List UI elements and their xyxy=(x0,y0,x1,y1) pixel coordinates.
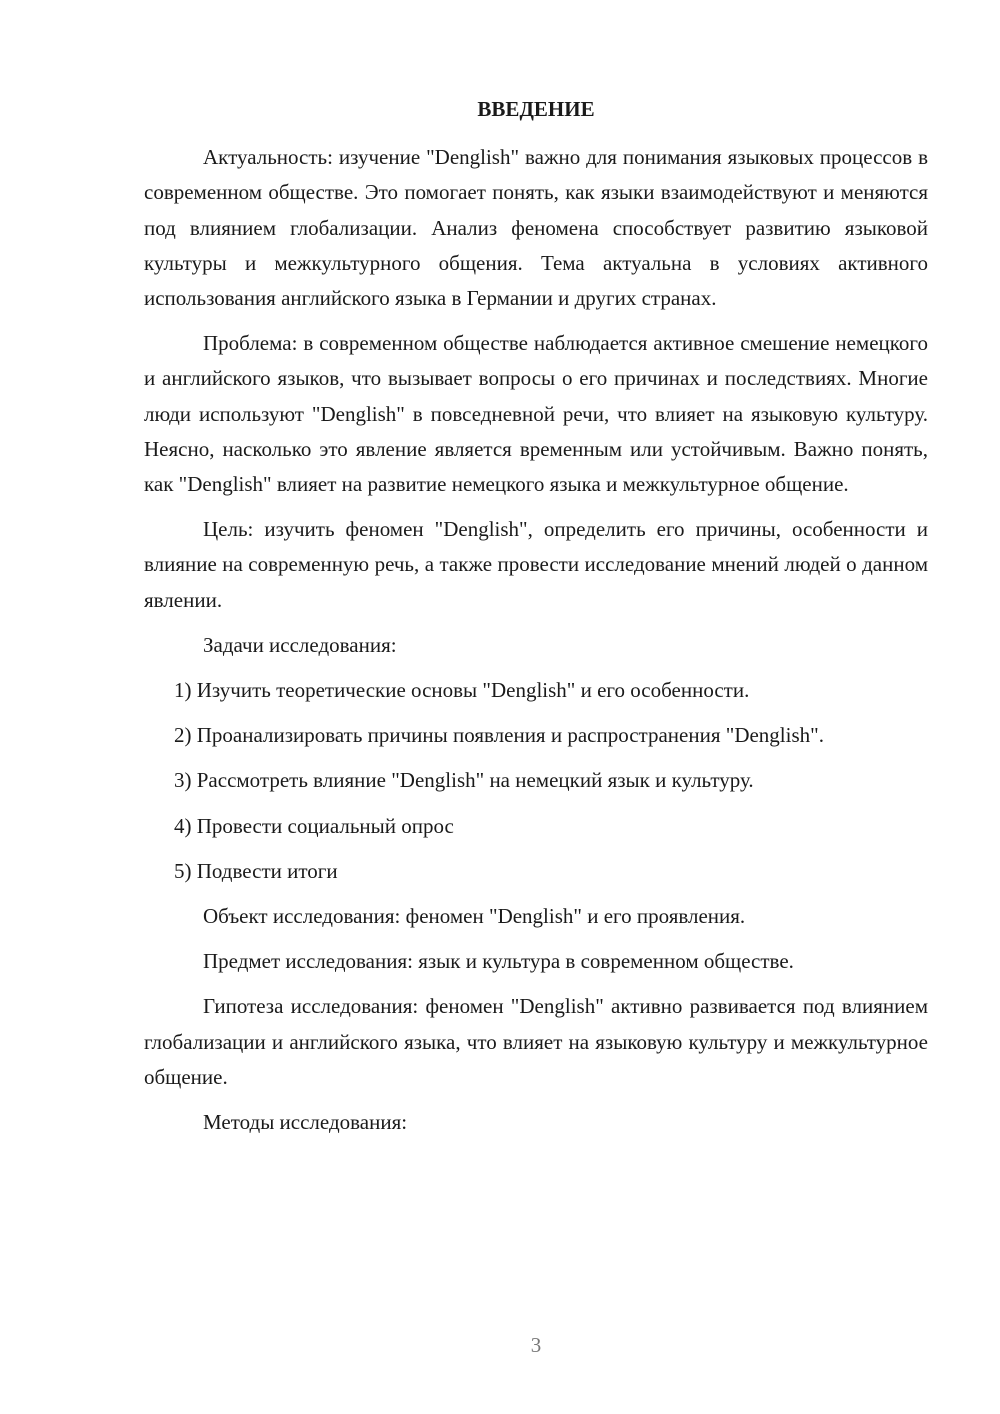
paragraph-methods: Методы исследования: xyxy=(203,1110,408,1135)
document-page xyxy=(144,92,928,1150)
paragraph-hypothesis: Гипотеза исследования: феномен "Denglish" активно развивается под влиянием глобализации и английского языка, что влияет на языковую культуру и межкультурное общение. xyxy=(144,994,928,1089)
paragraph-problem: Проблема: в современном обществе наблюдается активное смешение немецкого и английского языков, что вызывает вопросы о его причинах и последствиях. Многие люди используют "Denglish" в повседневной речи, что влияет на языковую культуру. Неясно, насколько это явление является временным или устойчивым. Важно понять, как "Denglish" влияет на развитие немецкого языка и межкультурное общение. xyxy=(144,331,928,497)
paragraph-tasks-heading: Задачи исследования: xyxy=(203,632,397,657)
paragraph-subject: Предмет исследования: язык и культура в современном обществе. xyxy=(203,949,794,974)
task-item-2: 2) Проанализировать причины появления и распространения "Denglish". xyxy=(174,723,824,748)
paragraph-goal: Цель: изучить феномен "Denglish", определить его причины, особенности и влияние на современную речь, а также провести исследование мнений людей о данном явлении. xyxy=(144,517,928,612)
page-title: ВВЕДЕНИЕ xyxy=(477,97,595,121)
task-item-3: 3) Рассмотреть влияние "Denglish" на немецкий язык и культуру. xyxy=(174,768,754,793)
page-number: 3 xyxy=(530,1333,542,1357)
task-item-4: 4) Провести социальный опрос xyxy=(174,813,454,838)
paragraph-object: Объект исследования: феномен "Denglish" и его проявления. xyxy=(203,904,746,929)
paragraph-relevance: Актуальность: изучение "Denglish" важно для понимания языковых процессов в современном обществе. Это помогает понять, как языки взаимодействуют и меняются под влиянием глобализации. Анализ феномена способствует развитию языковой культуры и межкультурного общения. Тема актуальна в условиях активного использования английского языка в Германии и других странах. xyxy=(144,145,928,311)
task-item-5: 5) Подвести итоги xyxy=(174,858,338,883)
task-item-1: 1) Изучить теоретические основы "Denglish" и его особенности. xyxy=(174,678,750,703)
